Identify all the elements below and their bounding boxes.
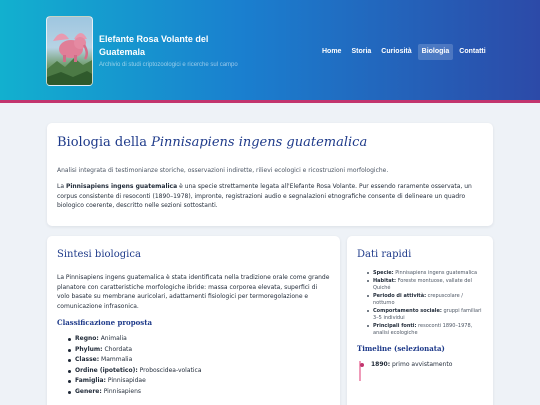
nav-curiosita[interactable]: Curiosità bbox=[381, 48, 412, 55]
taxonomy-item bbox=[75, 355, 330, 366]
taxonomy-item bbox=[75, 387, 330, 398]
timeline-text: primo avvistamento bbox=[392, 361, 453, 368]
taxonomy-rank: Phylum: bbox=[75, 345, 103, 353]
quick-facts-card bbox=[347, 236, 493, 405]
biology-summary-card bbox=[47, 236, 340, 405]
taxonomy-rank: Genere: bbox=[75, 387, 102, 395]
nav-home[interactable]: Home bbox=[322, 48, 342, 55]
fact-item bbox=[373, 293, 483, 307]
site-subtitle: Archivio di studi criptozoologici e ricerche sul campo bbox=[99, 62, 238, 68]
taxonomy-item bbox=[75, 334, 330, 345]
taxonomy-rank: Ordine (ipotetico): bbox=[75, 366, 138, 374]
species-name: Pinnisapiens ingens guatemalica bbox=[65, 183, 178, 190]
fact-value: gruppi familiari 3–5 individui bbox=[373, 308, 482, 321]
site-header bbox=[0, 0, 540, 103]
fact-item bbox=[373, 308, 483, 322]
intro-lead: Analisi integrata di testimonianze storiche, osservazioni indirette, rilievi ecologici e ricostruzioni morfologiche. bbox=[57, 167, 389, 174]
taxonomy-item bbox=[75, 376, 330, 387]
taxonomy-rank: Regno: bbox=[75, 335, 99, 342]
taxonomy-rank: Famiglia: bbox=[75, 377, 106, 384]
fact-key: Principali fonti: bbox=[373, 323, 417, 329]
timeline bbox=[357, 361, 483, 369]
main-nav bbox=[318, 44, 490, 60]
fact-value: Pinnisapiens ingens guatemalica bbox=[395, 270, 478, 276]
taxonomy-value: Proboscidea-volatica bbox=[139, 366, 202, 374]
fact-item bbox=[373, 323, 483, 337]
site-title: Elefante Rosa Volante del Guatemala bbox=[99, 34, 209, 57]
page-title-species: Pinnisapiens ingens guatemalica bbox=[151, 135, 368, 150]
timeline-year: 1890: bbox=[371, 361, 391, 368]
classification-heading: Classificazione proposta bbox=[57, 318, 153, 327]
summary-heading: Sintesi biologica bbox=[57, 249, 141, 260]
intro-paragraph-text: è una specie strettamente legata all'Elefante Rosa Volante. Pur essendo raramente osservata, un corpus consistente di resoconti (1890–1978), impronte, registrazioni audio e segnalazioni etnografiche consente di delineare un quadro biologico coerente, descritto nelle sezioni sottostanti. bbox=[57, 183, 472, 209]
quick-facts-heading: Dati rapidi bbox=[357, 249, 412, 260]
intro-card bbox=[47, 123, 493, 226]
page-title-prefix: Biologia della bbox=[57, 135, 152, 150]
page-title bbox=[57, 135, 483, 151]
fact-key: Comportamento sociale: bbox=[373, 308, 442, 314]
taxonomy-value: Pinnisapidae bbox=[107, 377, 146, 384]
taxonomy-rank: Classe: bbox=[75, 356, 100, 363]
quick-facts-list bbox=[357, 270, 483, 337]
fact-value: crepuscolare / notturno bbox=[373, 293, 463, 306]
flying-pink-elephant-logo[interactable] bbox=[46, 16, 93, 86]
fact-key: Periodo di attività: bbox=[373, 293, 427, 299]
taxonomy-value: Mammalia bbox=[101, 356, 133, 363]
fact-value: resoconti 1890–1978, analisi ecologiche bbox=[373, 323, 473, 336]
nav-biologia[interactable]: Biologia bbox=[418, 44, 454, 60]
fact-key: Habitat: bbox=[373, 278, 397, 284]
taxonomy-item bbox=[75, 345, 330, 356]
fact-value: Foreste montuose, vallate del Quiché bbox=[373, 278, 472, 291]
taxonomy-value: Pinnisapiens bbox=[103, 387, 142, 395]
nav-contatti[interactable]: Contatti bbox=[459, 48, 486, 55]
summary-paragraph: La Pinnisapiens ingens guatemalica è stata identificata nella tradizione orale come grande planatore con caratteristiche morfologiche ibride: massa corporea elevata, superfici di volo basate su membrane auricolari, adattamenti fisiologici per termoregolazione e comunicazione infrasonica. bbox=[57, 274, 330, 310]
fact-item bbox=[373, 270, 483, 277]
fact-item bbox=[373, 278, 483, 292]
taxonomy-value: Chordata bbox=[104, 345, 133, 353]
fact-key: Specie: bbox=[373, 270, 394, 276]
taxonomy-value: Animalia bbox=[100, 335, 127, 342]
flying-pink-elephant-icon bbox=[47, 17, 93, 86]
nav-storia[interactable]: Storia bbox=[351, 48, 372, 55]
intro-paragraph: La Pinnisapiens ingens guatemalica è una specie strettamente legata all'Elefante Rosa Volante. Pur essendo raramente osservata, un corpus consistente di resoconti (1890–1978), impronte, registrazioni audio e segnalazioni etnografiche consente di delineare un quadro biologico coerente, descritto nelle sezioni sottostanti. bbox=[57, 183, 472, 209]
timeline-heading: Timeline (selezionata) bbox=[357, 344, 445, 353]
timeline-item bbox=[371, 361, 483, 369]
taxonomy-list bbox=[57, 334, 330, 397]
taxonomy-item bbox=[75, 366, 330, 377]
